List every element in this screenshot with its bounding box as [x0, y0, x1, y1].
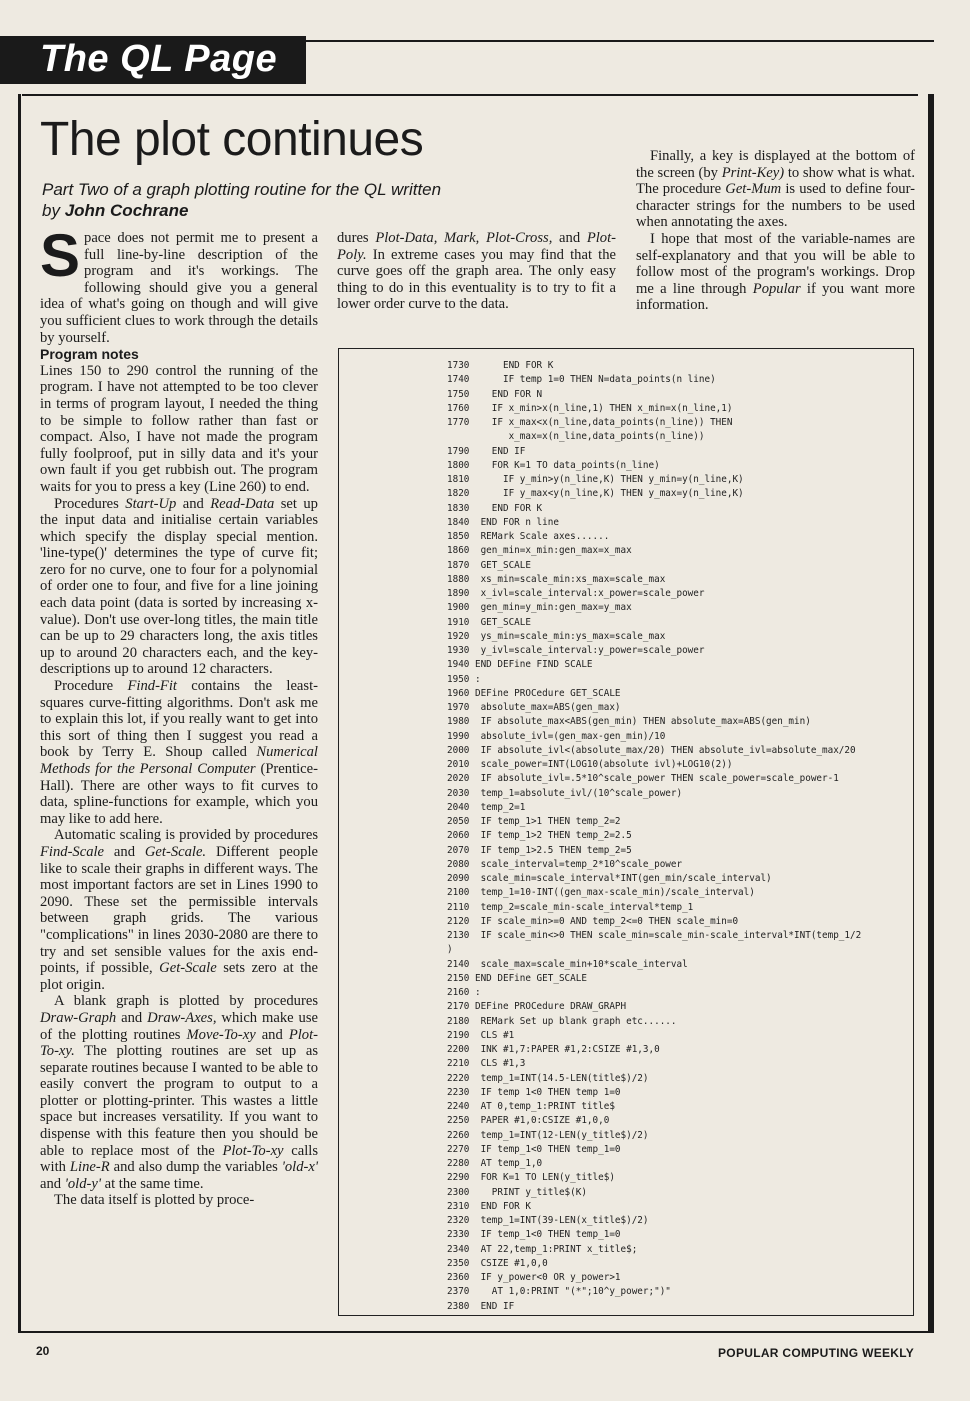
code-line: 2020 IF absolute_ivl=.5*10^scale_power THEN scale_power=scale_power-1: [447, 773, 839, 785]
code-line: 1910 GET_SCALE: [447, 616, 531, 628]
code-line: 2030 temp_1=absolute_ivl/(10^scale_power): [447, 787, 683, 799]
code-line: 1860 gen_min=x_min:gen_max=x_max: [447, 545, 632, 557]
code-line: 2110 temp_2=scale_min-scale_interval*temp_1: [447, 901, 694, 913]
code-line: 2180 REMark Set up blank graph etc......: [447, 1015, 677, 1027]
code-line: 1970 absolute_max=ABS(gen_max): [447, 702, 621, 713]
code-line: 2320 temp_1=INT(39-LEN(x_title$)/2): [447, 1215, 649, 1226]
paragraph: Lines 150 to 290 control the running of the program. I have not attempted to be too clever in terms of program layout, I needed the thing to be simple to follow rather than fast or compact. Also, I have not made the program fully foolproof, put in silly data and it's your own fault if you get rubbish out. The program waits for you to press a key (Line 260) to end.: [40, 362, 318, 495]
code-line: 2140 scale_max=scale_min+10*scale_interval: [447, 958, 688, 970]
code-line: 2080 scale_interval=temp_2*10^scale_power: [447, 858, 683, 870]
article-top-rule: [22, 94, 918, 96]
code-line: 2090 scale_min=scale_interval*INT(gen_min/scale_interval): [447, 873, 772, 884]
code-line: 1950 :: [447, 673, 481, 685]
code-line: 2270 IF temp_1<0 THEN temp_1=0: [447, 1143, 621, 1155]
code-line: 1730 END FOR K: [447, 360, 554, 371]
code-line: ): [447, 944, 453, 956]
code-line: 2360 IF y_power<0 OR y_power>1: [447, 1272, 621, 1283]
standfirst: [42, 179, 562, 221]
code-line: 1740 IF temp 1=0 THEN N=data_points(n line): [447, 374, 716, 386]
code-line: 2050 IF temp_1>1 THEN temp_2=2: [447, 816, 621, 827]
author-name: John Cochrane: [64, 201, 189, 220]
code-line: 2000 IF absolute_ivl<(absolute_max/20) THEN absolute_ivl=absolute_max/20: [447, 744, 856, 756]
code-line: 2380 END IF: [447, 1300, 515, 1312]
code-line: 1800 FOR K=1 TO data_points(n_line): [447, 459, 660, 471]
code-line: 2070 IF temp_1>2.5 THEN temp_2=5: [447, 844, 632, 856]
code-line: 2350 CSIZE #1,0,0: [447, 1257, 548, 1269]
code-line: 2170 DEFine PROCedure DRAW_GRAPH: [447, 1001, 627, 1013]
code-line: 2240 AT 0,temp_1:PRINT title$: [447, 1101, 615, 1112]
code-line: 1770 IF x_max<x(n_line,data_points(n_line)) THEN: [447, 417, 733, 428]
code-line: 1920 ys_min=scale_min:ys_max=scale_max: [447, 630, 666, 642]
code-line: 2130 IF scale_min<>0 THEN scale_min=scale_min-scale_interval*INT(temp_1/2: [447, 930, 862, 941]
code-line: 2200 INK #1,7:PAPER #1,2:CSIZE #1,3,0: [447, 1044, 660, 1055]
code-line: 2150 END DEFine GET_SCALE: [447, 972, 587, 984]
code-line: 2280 AT temp_1,0: [447, 1158, 543, 1169]
code-line: 2290 FOR K=1 TO LEN(y_title$): [447, 1172, 615, 1184]
headline: The plot continues: [40, 113, 424, 166]
section-banner: [0, 36, 306, 84]
code-line: 2060 IF temp_1>2 THEN temp_2=2.5: [447, 830, 632, 842]
paragraph: The data itself is plotted by proce-: [54, 1192, 255, 1209]
code-line: 1870 GET_SCALE: [447, 559, 531, 571]
bottom-rule: [18, 1331, 934, 1333]
code-line: 2100 temp_1=10-INT((gen_max-scale_min)/scale_interval): [447, 887, 755, 899]
code-line: 2120 IF scale_min>=0 AND temp_2<=0 THEN scale_min=0: [447, 915, 739, 927]
code-line: 1760 IF x_min>x(n_line,1) THEN x_min=x(n_line,1): [447, 402, 733, 414]
paragraph: I hope that most of the variable-names are self-explanatory and that you will be able to follow most of the program's workings. Drop me a line through Popular if you want more information.: [636, 230, 915, 314]
code-line: 1900 gen_min=y_min:gen_max=y_max: [447, 602, 632, 614]
code-line: 1810 IF y_min>y(n_line,K) THEN y_min=y(n_line,K): [447, 474, 744, 485]
paragraph: Procedures Start-Up and Read-Data set up the input data and initialise certain variables which specify the display special mention. 'line-type()' determines the type of curve fit; zero for no curve, one to four for a polynomial of order one to four, and five for a line joining each data point (data is sorted by increasing x-value). Don't use over-long titles, the main title can be up to 29 characters long, the axis titles up to around 20 characters each, and the key-descriptions up to around 12 characters.: [40, 495, 318, 678]
code-line: 2010 scale_power=INT(LOG10(absolute ivl)+LOG10(2)): [447, 759, 733, 770]
column-3: [636, 148, 915, 314]
code-line: 2220 temp_1=INT(14.5-LEN(title$)/2): [447, 1072, 649, 1084]
code-line: 1930 y_ivl=scale_interval:y_power=scale_power: [447, 645, 705, 656]
page-number: 20: [36, 1344, 50, 1358]
subhead-program-notes: Program notes: [40, 346, 139, 363]
column-2: [337, 230, 616, 313]
code-line: 2260 temp_1=INT(12-LEN(y_title$)/2): [447, 1129, 649, 1141]
code-line: 2210 CLS #1,3: [447, 1058, 526, 1070]
section-banner-title: The QL Page: [40, 38, 278, 80]
right-border: [928, 94, 934, 1332]
code-line: 1980 IF absolute_max<ABS(gen_min) THEN absolute_max=ABS(gen_min): [447, 716, 811, 728]
column-1: [40, 222, 318, 1209]
paragraph: Automatic scaling is provided by procedures Find-Scale and Get-Scale. Different people like to scale their graphs in different ways. The most important factors are set in Lines 1990 to 2090. These set the permissible intervals between graph grids. The various "complications" in lines 2030-2080 are there to try and set sensible values for the axis end-points, if possible, Get-Scale sets zero at the plot origin.: [40, 827, 318, 993]
code-line: 1830 END FOR K: [447, 502, 543, 514]
paragraph: dures Plot-Data, Mark, Plot-Cross, and Plot-Poly. In extreme cases you may find that the curve goes off the graph area. The only easy thing to do in this eventuality is to try to fit a lower order curve to the data.: [337, 230, 617, 313]
code-line: 1750 END FOR N: [447, 388, 543, 400]
code-line: 2190 CLS #1: [447, 1029, 515, 1041]
code-line: 2250 PAPER #1,0:CSIZE #1,0,0: [447, 1115, 610, 1127]
magazine-name: POPULAR COMPUTING WEEKLY: [718, 1346, 915, 1360]
code-line: 1940 END DEFine FIND SCALE: [447, 659, 593, 671]
code-line: 2330 IF temp_1<0 THEN temp_1=0: [447, 1229, 621, 1241]
code-line: 2040 temp_2=1: [447, 801, 526, 813]
top-rule: [306, 40, 934, 42]
code-line: 2300 PRINT y_title$(K): [447, 1186, 587, 1198]
paragraph: Finally, a key is displayed at the bottom of the screen (by Print-Key) to show what is what. The procedure Get-Mum is used to define four-character strings for the numbers to be used when annotating the axes.: [636, 148, 915, 231]
program-listing: [447, 359, 861, 1314]
code-line: 2370 AT 1,0:PRINT "(*";10^y_power;")": [447, 1286, 671, 1298]
code-line: x_max=x(n_line,data_points(n_line)): [447, 431, 705, 443]
code-line: 2160 :: [447, 987, 481, 998]
code-line: 1840 END FOR n line: [447, 516, 559, 528]
code-line: 1880 xs_min=scale_min:xs_max=scale_max: [447, 573, 666, 585]
code-line: 2310 END FOR K: [447, 1200, 531, 1212]
standfirst-text: Part Two of a graph plotting routine for the QL written: [42, 180, 442, 199]
code-line: 1820 IF y_max<y(n_line,K) THEN y_max=y(n_line,K): [447, 488, 744, 500]
code-line: 1790 END IF: [447, 445, 526, 457]
code-line: 1960 DEFine PROCedure GET_SCALE: [447, 687, 621, 699]
program-listing-box: [338, 348, 914, 1316]
intro-paragraph: Space does not permit me to present a full line-by-line description of the program and it's workings. The following should give you a general idea of what's going on though and will give you sufficient clues to work through the details by yourself.: [40, 222, 318, 346]
code-line: 1850 REMark Scale axes......: [447, 531, 610, 542]
paragraph: A blank graph is plotted by procedures Draw-Graph and Draw-Axes, which make use of the plotting routines Move-To-xy and Plot-To-xy. The plotting routines are set up as separate routines because I wanted to be able to easily convert the program to output to a plotter or plotting-printer. This wastes a little space but increases versatility. If you want to dispense with this feature then you should be able to replace most of the Plot-To-xy calls with Line-R and also dump the variables 'old-x' and 'old-y' at the same time.: [40, 993, 318, 1192]
byline-prefix: by: [42, 201, 60, 220]
drop-cap: S: [40, 222, 81, 289]
left-border: [18, 94, 21, 1332]
code-line: 2340 AT 22,temp_1:PRINT x_title$;: [447, 1243, 638, 1255]
code-line: 2230 IF temp 1<0 THEN temp 1=0: [447, 1086, 621, 1098]
code-line: 1990 absolute_ivl=(gen_max-gen_min)/10: [447, 730, 666, 742]
paragraph: Procedure Find-Fit contains the least-squares curve-fitting algorithms. Don't ask me to explain this lot, if you really want to get into this sort of thing then I suggest you read a book by Terry E. Shoup called Numerical Methods for the Personal Computer (Prentice-Hall). There are other ways to fit curves to data, spline-functions for example, which you may like to add here.: [40, 678, 318, 827]
code-line: 1890 x_ivl=scale_interval:x_power=scale_power: [447, 588, 705, 599]
